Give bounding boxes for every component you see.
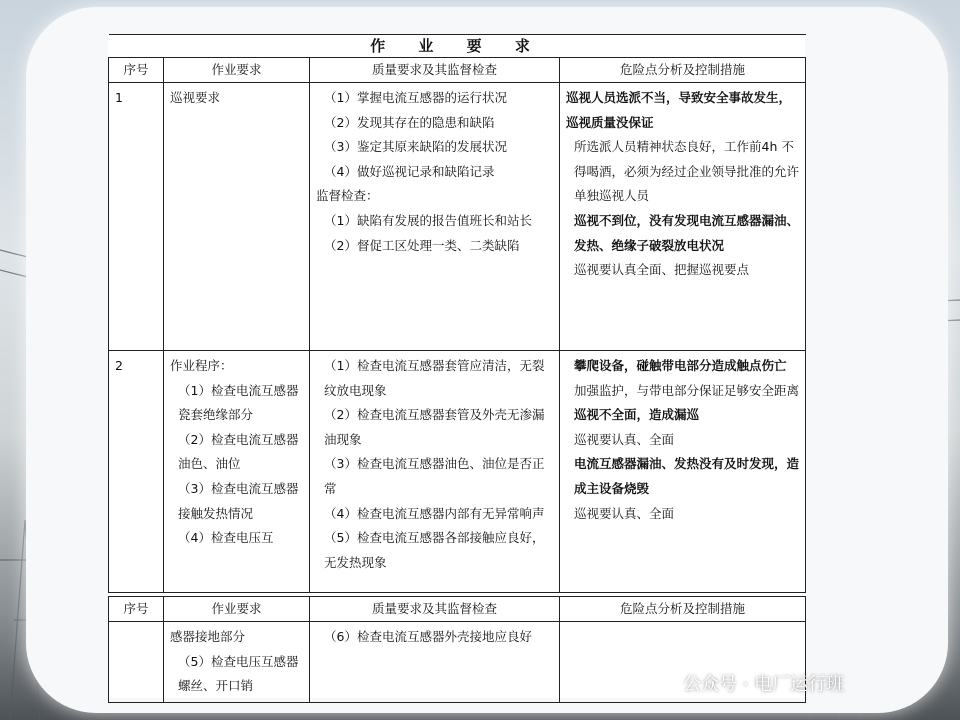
document-scan — [108, 34, 805, 698]
task-line: （3）检查电流互感器接触发热情况 — [178, 480, 299, 521]
row-number: 2 — [109, 351, 164, 593]
header-risk: 危险点分析及控制措施 — [560, 58, 806, 83]
task-line: 巡视要求 — [170, 90, 221, 105]
quality-line: （1）缺陷有发展的报告值班长和站长 — [324, 212, 532, 228]
quality-line: （4）做好巡视记录和缺陷记录 — [324, 163, 495, 179]
table-title-row — [109, 35, 806, 58]
risk-line: 巡视不全面，造成漏巡 — [574, 407, 700, 423]
task-line: 感器接地部分 — [170, 629, 246, 644]
risk-line: 攀爬设备，碰触带电部分造成触点伤亡 — [574, 358, 787, 373]
risk-cell — [560, 83, 806, 351]
header-quality: 质量要求及其监督检查 — [310, 597, 560, 622]
header-task: 作业要求 — [164, 597, 310, 622]
quality-cell — [310, 83, 560, 351]
quality-line: （1）检查电流互感器套管应清洁，无裂纹放电现象 — [324, 358, 545, 398]
header-quality: 质量要求及其监督检查 — [310, 58, 560, 83]
risk-line: 巡视不到位，没有发现电流互感器漏油、发热、绝缘子破裂放电状况 — [574, 212, 800, 253]
quality-line: （2）发现其存在的隐患和缺陷 — [324, 114, 495, 130]
risk-cell — [560, 351, 806, 593]
table-row — [109, 351, 806, 593]
task-cell — [164, 622, 310, 703]
risk-line: 巡视要认真、全面 — [574, 431, 675, 447]
header-task: 作业要求 — [164, 58, 310, 83]
requirements-table — [108, 34, 806, 593]
task-line: （2）检查电流互感器油色、油位 — [178, 431, 299, 472]
header-row — [109, 58, 806, 83]
quality-cell — [310, 351, 560, 593]
task-line: （1）检查电流互感器瓷套绝缘部分 — [178, 382, 299, 423]
header-row — [109, 597, 806, 622]
task-cell — [164, 351, 310, 593]
task-line: （4）检查电压互 — [178, 530, 274, 546]
header-no: 序号 — [109, 58, 164, 83]
task-line: （5）检查电压互感器螺丝、开口销 — [178, 653, 299, 694]
quality-cell — [310, 622, 560, 703]
quality-line: （5）检查电流互感器各部接触应良好，无发热现象 — [324, 530, 545, 570]
table-row — [109, 83, 806, 351]
task-line: 作业程序： — [170, 358, 233, 373]
quality-line: （2）检查电流互感器套管及外壳无渗漏油现象 — [324, 407, 545, 447]
quality-line: 监督检查： — [316, 188, 379, 204]
quality-line: （3）检查电流互感器油色、油位是否正常 — [324, 456, 545, 496]
watermark-text: 公众号 · 电厂运行班 — [683, 674, 845, 695]
quality-line: （1）掌握电流互感器的运行状况 — [324, 90, 507, 105]
table-title: 作 业 要 求 — [109, 35, 806, 58]
risk-line: 巡视要认真全面、把握巡视要点 — [574, 262, 750, 278]
risk-line: 电流互感器漏油、发热没有及时发现，造成主设备烧毁 — [574, 456, 800, 496]
wechat-watermark — [645, 668, 844, 698]
quality-line: （6）检查电流互感器外壳接地应良好 — [324, 629, 532, 644]
header-no: 序号 — [109, 597, 164, 622]
risk-line: 加强监护，与带电部分保证足够安全距离 — [574, 382, 800, 398]
quality-line: （2）督促工区处理一类、二类缺陷 — [324, 237, 520, 253]
wechat-icon — [645, 670, 675, 696]
header-risk: 危险点分析及控制措施 — [560, 597, 806, 622]
quality-line: （4）检查电流互感器内部有无异常响声 — [324, 505, 545, 521]
task-cell — [164, 83, 310, 351]
risk-line: 巡视要认真、全面 — [574, 505, 675, 521]
quality-line: （3）鉴定其原来缺陷的发展状况 — [324, 139, 507, 155]
risk-line: 巡视人员选派不当，导致安全事故发生，巡视质量没保证 — [566, 90, 792, 130]
risk-line: 所选派人员精神状态良好，工作前4h 不得喝酒，必须为经过企业领导批准的允许单独巡视人员 — [574, 139, 800, 204]
row-number — [109, 622, 164, 703]
row-number: 1 — [109, 83, 164, 351]
